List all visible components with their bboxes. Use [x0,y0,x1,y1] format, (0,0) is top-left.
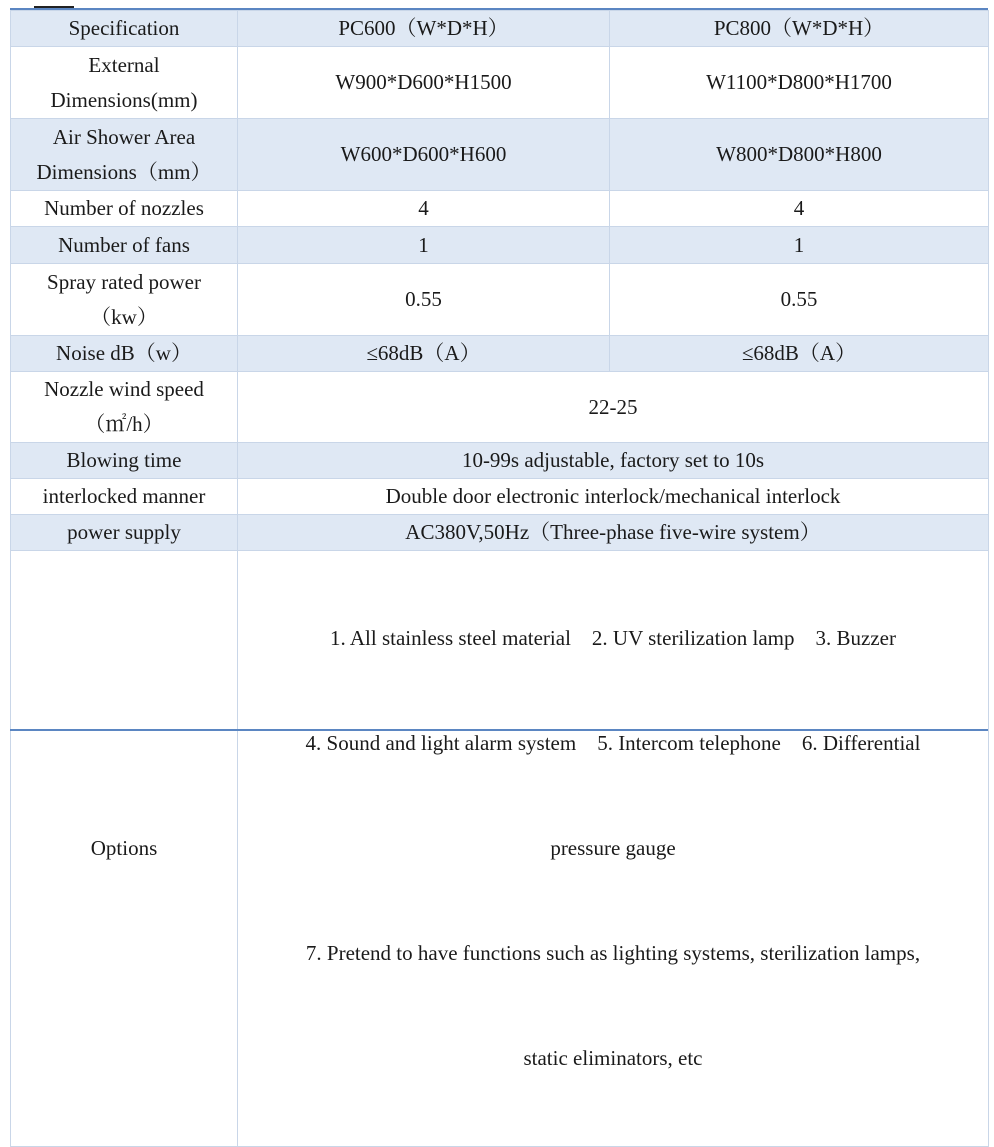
specification-table [10,10,989,1147]
row-label: Number of nozzles [11,191,238,227]
options-line: static eliminators, etc [523,1046,703,1070]
cell-pc600: 4 [238,191,610,227]
cell-pc800: 4 [610,191,989,227]
cell-pc600: 0.55 [238,264,610,336]
row-label: interlocked manner [11,479,238,515]
row-label [11,264,238,336]
options-line: 7. Pretend to have functions such as lighting systems, sterilization lamps, [305,941,921,965]
cell-pc800: 1 [610,227,989,264]
options-line: 4. Sound and light alarm system 5. Intercom telephone 6. Differential [305,731,921,755]
row-options [11,551,989,1147]
cell-pc600: 1 [238,227,610,264]
row-label: Blowing time [11,443,238,479]
table-bottom-rule [10,729,988,731]
cell-pc800: ≤68dB（A） [610,336,989,372]
row-label [11,372,238,443]
label-line: External [88,52,160,77]
label-line: Air Shower Area [52,124,196,149]
row-fans [11,227,989,264]
label-line: Dimensions(mm) [50,87,198,112]
options-cell [238,551,989,1147]
corner-mark [34,0,74,8]
row-label [11,119,238,191]
row-interlock [11,479,989,515]
header-specification: Specification [11,11,238,47]
cell-merged: AC380V,50Hz（Three-phase five-wire system） [238,515,989,551]
row-label: Noise dB（w） [11,336,238,372]
cell-pc800: W1100*D800*H1700 [610,47,989,119]
row-nozzles [11,191,989,227]
header-pc600: PC600（W*D*H） [238,11,610,47]
row-label [11,47,238,119]
header-pc800: PC800（W*D*H） [610,11,989,47]
cell-merged: Double door electronic interlock/mechanical interlock [238,479,989,515]
cell-pc600: ≤68dB（A） [238,336,610,372]
row-external-dimensions [11,47,989,119]
row-label: Number of fans [11,227,238,264]
row-air-shower-area [11,119,989,191]
options-line: pressure gauge [550,836,676,860]
cell-pc800: W800*D800*H800 [610,119,989,191]
row-wind-speed [11,372,989,443]
row-label: power supply [11,515,238,551]
label-line: Nozzle wind speed [44,377,204,401]
options-line: 1. All stainless steel material 2. UV sterilization lamp 3. Buzzer [330,626,896,650]
table-header-row [11,11,989,47]
cell-pc800: 0.55 [610,264,989,336]
label-line: Spray rated power [47,269,201,294]
row-power-supply [11,515,989,551]
cell-merged: 22-25 [238,372,989,443]
cell-pc600: W600*D600*H600 [238,119,610,191]
row-noise [11,336,989,372]
row-label: Options [11,551,238,1147]
label-line: （kw） [90,304,158,329]
cell-pc600: W900*D600*H1500 [238,47,610,119]
row-spray-power [11,264,989,336]
label-line: （㎡/h） [84,412,164,436]
row-blowing-time [11,443,989,479]
cell-merged: 10-99s adjustable, factory set to 10s [238,443,989,479]
label-line: Dimensions（mm） [36,159,212,184]
